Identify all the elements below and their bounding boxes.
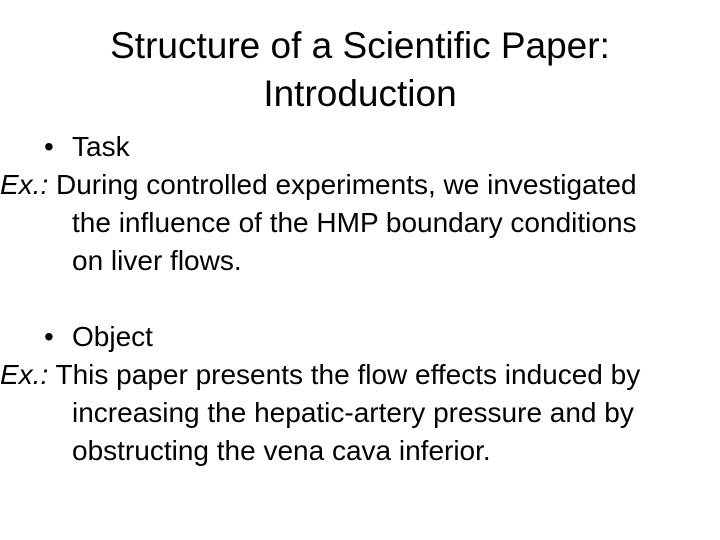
bullet-task [44, 128, 704, 166]
slide-title [0, 22, 720, 118]
slide-body [0, 128, 704, 470]
example-text: During controlled experiments, we investigated the influence of the HMP boundary conditions on liver flows. [48, 169, 637, 276]
section-spacer [44, 280, 704, 318]
bullet-dot: • [44, 131, 54, 162]
title-line-1: Structure of a Scientific Paper: [110, 25, 610, 66]
example-object [0, 356, 660, 470]
example-label: Ex.: [0, 359, 49, 390]
bullet-label: Task [72, 131, 130, 162]
bullet-object [44, 318, 704, 356]
example-task [0, 166, 660, 280]
example-label: Ex.: [0, 169, 49, 200]
example-text: This paper presents the flow effects induced by increasing the hepatic-artery pressure and by obstructing the vena cava inferior. [48, 359, 641, 466]
bullet-dot: • [44, 321, 54, 352]
bullet-label: Object [72, 321, 153, 352]
title-line-2: Introduction [263, 73, 457, 114]
